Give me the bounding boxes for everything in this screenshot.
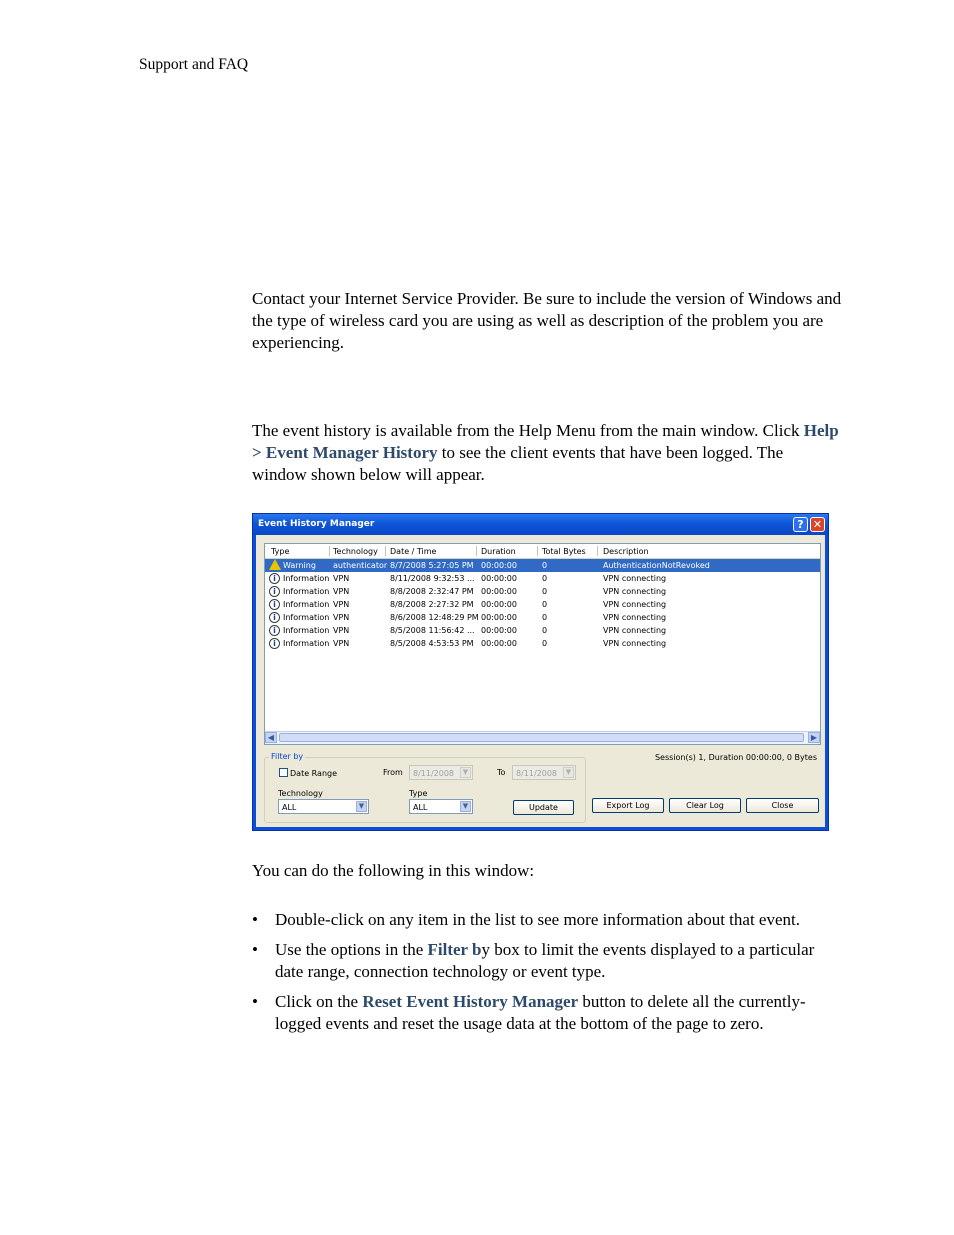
bullet-marker: • bbox=[252, 940, 258, 959]
cell-duration: 00:00:00 bbox=[481, 561, 517, 570]
cell-type: Information bbox=[283, 626, 330, 635]
cell-description: VPN connecting bbox=[603, 639, 667, 648]
list-item bbox=[252, 909, 832, 931]
update-button[interactable]: Update bbox=[513, 800, 574, 815]
help-button[interactable]: ? bbox=[793, 517, 808, 532]
scroll-thumb[interactable] bbox=[279, 733, 804, 742]
date-range-label: Date Range bbox=[290, 769, 338, 778]
cell-datetime: 8/5/2008 11:56:42 ... bbox=[390, 626, 475, 635]
chevron-down-icon: ▼ bbox=[563, 767, 574, 778]
bullet-text: Click on the bbox=[275, 992, 359, 1011]
type-value: ALL bbox=[413, 803, 428, 812]
list-item bbox=[252, 991, 832, 1035]
cell-bytes: 0 bbox=[542, 639, 548, 648]
cell-datetime: 8/7/2008 5:27:05 PM bbox=[390, 561, 474, 570]
cell-bytes: 0 bbox=[542, 574, 548, 583]
technology-value: ALL bbox=[282, 803, 297, 812]
date-range-checkbox[interactable] bbox=[279, 768, 288, 777]
cell-technology: VPN bbox=[333, 639, 350, 648]
table-row[interactable] bbox=[265, 637, 820, 650]
table-row[interactable] bbox=[265, 611, 820, 624]
filter-by-reference: Filter b bbox=[427, 940, 482, 959]
information-icon: i bbox=[269, 625, 280, 636]
chevron-down-icon: ▼ bbox=[460, 767, 471, 778]
information-icon: i bbox=[269, 573, 280, 584]
cell-datetime: 8/6/2008 12:48:29 PM bbox=[390, 613, 479, 622]
horizontal-scrollbar[interactable] bbox=[265, 731, 820, 744]
cell-duration: 00:00:00 bbox=[481, 639, 517, 648]
bullet-text: Use the options in the bbox=[275, 940, 424, 959]
event-history-manager-window bbox=[252, 513, 829, 831]
bullet-marker: • bbox=[252, 992, 258, 1011]
export-log-button[interactable]: Export Log bbox=[592, 798, 664, 813]
close-window-button[interactable]: ✕ bbox=[810, 517, 825, 532]
event-list[interactable] bbox=[264, 543, 821, 745]
column-duration[interactable]: Duration bbox=[481, 547, 516, 556]
cell-description: VPN connecting bbox=[603, 626, 667, 635]
from-label: From bbox=[383, 768, 403, 777]
history-click: Click bbox=[762, 421, 800, 440]
chevron-down-icon: ▼ bbox=[460, 801, 471, 812]
filter-by-group bbox=[264, 752, 586, 823]
cell-duration: 00:00:00 bbox=[481, 600, 517, 609]
page-header: Support and FAQ bbox=[139, 56, 249, 73]
close-button[interactable]: Close bbox=[746, 798, 819, 813]
bullet-list bbox=[252, 909, 832, 1043]
table-row[interactable] bbox=[265, 598, 820, 611]
to-date-value: 8/11/2008 bbox=[516, 769, 558, 778]
window-title: Event History Manager bbox=[258, 519, 375, 529]
cell-technology: authenticator bbox=[333, 561, 388, 570]
help-menu-path: Help > Event Manager History bbox=[252, 421, 839, 462]
cell-description: VPN connecting bbox=[603, 587, 667, 596]
window-intro-paragraph: You can do the following in this window: bbox=[252, 861, 535, 880]
column-total-bytes[interactable]: Total Bytes bbox=[542, 547, 586, 556]
cell-technology: VPN bbox=[333, 574, 350, 583]
cell-type: Information bbox=[283, 587, 330, 596]
bullet-text: Double-click on any item in the list to see more information about that event. bbox=[275, 910, 800, 929]
column-technology[interactable]: Technology bbox=[333, 547, 378, 556]
cell-type: Warning bbox=[283, 561, 316, 570]
cell-duration: 00:00:00 bbox=[481, 613, 517, 622]
cell-bytes: 0 bbox=[542, 600, 548, 609]
list-item bbox=[252, 939, 832, 983]
scroll-right-icon[interactable]: ▶ bbox=[808, 732, 820, 743]
cell-datetime: 8/8/2008 2:32:47 PM bbox=[390, 587, 474, 596]
cell-duration: 00:00:00 bbox=[481, 574, 517, 583]
cell-technology: VPN bbox=[333, 587, 350, 596]
window-client-area bbox=[256, 535, 825, 827]
column-description[interactable]: Description bbox=[603, 547, 649, 556]
history-intro: The event history is available from the Help Menu from the main window. bbox=[252, 421, 759, 440]
cell-type: Information bbox=[283, 613, 330, 622]
information-icon: i bbox=[269, 586, 280, 597]
cell-datetime: 8/5/2008 4:53:53 PM bbox=[390, 639, 474, 648]
cell-bytes: 0 bbox=[542, 587, 548, 596]
clear-log-button[interactable]: Clear Log bbox=[669, 798, 741, 813]
cell-description: VPN connecting bbox=[603, 574, 667, 583]
cell-datetime: 8/8/2008 2:27:32 PM bbox=[390, 600, 474, 609]
reset-manager-reference: Reset Event History Manager bbox=[362, 992, 579, 1011]
table-row[interactable] bbox=[265, 585, 820, 598]
chevron-down-icon: ▼ bbox=[356, 801, 367, 812]
table-row[interactable] bbox=[265, 624, 820, 637]
cell-technology: VPN bbox=[333, 613, 350, 622]
cell-technology: VPN bbox=[333, 600, 350, 609]
filter-legend: Filter by bbox=[271, 752, 304, 761]
cell-bytes: 0 bbox=[542, 613, 548, 622]
cell-bytes: 0 bbox=[542, 561, 548, 570]
column-datetime[interactable]: Date / Time bbox=[390, 547, 437, 556]
to-date-picker[interactable] bbox=[512, 765, 576, 780]
from-date-value: 8/11/2008 bbox=[413, 769, 455, 778]
contact-paragraph: Contact your Internet Service Provider. Be sure to include the version of Windows and the type of wireless card you are using as well as description of the problem you are experiencing. bbox=[252, 289, 842, 352]
bullet-text: button to delete all the currently-logged events and reset the usage data at the bottom of the page to zero. bbox=[275, 992, 806, 1033]
cell-technology: VPN bbox=[333, 626, 350, 635]
cell-description: VPN connecting bbox=[603, 600, 667, 609]
from-date-picker[interactable] bbox=[409, 765, 473, 780]
cell-datetime: 8/11/2008 9:32:53 ... bbox=[390, 574, 475, 583]
table-row[interactable] bbox=[265, 572, 820, 585]
technology-label: Technology bbox=[278, 789, 323, 798]
session-summary: Session(s) 1, Duration 00:00:00, 0 Bytes bbox=[654, 753, 817, 762]
list-header bbox=[265, 544, 820, 559]
cell-description: VPN connecting bbox=[603, 613, 667, 622]
warning-icon bbox=[269, 559, 281, 570]
to-label: To bbox=[497, 768, 506, 777]
cell-duration: 00:00:00 bbox=[481, 626, 517, 635]
title-bar[interactable] bbox=[253, 514, 828, 535]
technology-select[interactable] bbox=[278, 799, 369, 814]
history-paragraph bbox=[252, 420, 842, 486]
bullet-text: y box to limit the events displayed to a particular date range, connection technology or event type. bbox=[275, 940, 815, 981]
column-type[interactable]: Type bbox=[271, 547, 290, 556]
cell-duration: 00:00:00 bbox=[481, 587, 517, 596]
information-icon: i bbox=[269, 612, 280, 623]
cell-type: Information bbox=[283, 600, 330, 609]
type-label: Type bbox=[409, 789, 428, 798]
cell-description: AuthenticationNotRevoked bbox=[603, 561, 710, 570]
information-icon: i bbox=[269, 599, 280, 610]
cell-type: Information bbox=[283, 574, 330, 583]
history-rest: to see the client events that have been logged. The window shown below will appear. bbox=[252, 443, 784, 484]
type-select[interactable] bbox=[409, 799, 473, 814]
cell-bytes: 0 bbox=[542, 626, 548, 635]
cell-type: Information bbox=[283, 639, 330, 648]
scroll-left-icon[interactable]: ◀ bbox=[265, 732, 277, 743]
bullet-marker: • bbox=[252, 910, 258, 929]
information-icon: i bbox=[269, 638, 280, 649]
table-row[interactable] bbox=[265, 559, 820, 572]
